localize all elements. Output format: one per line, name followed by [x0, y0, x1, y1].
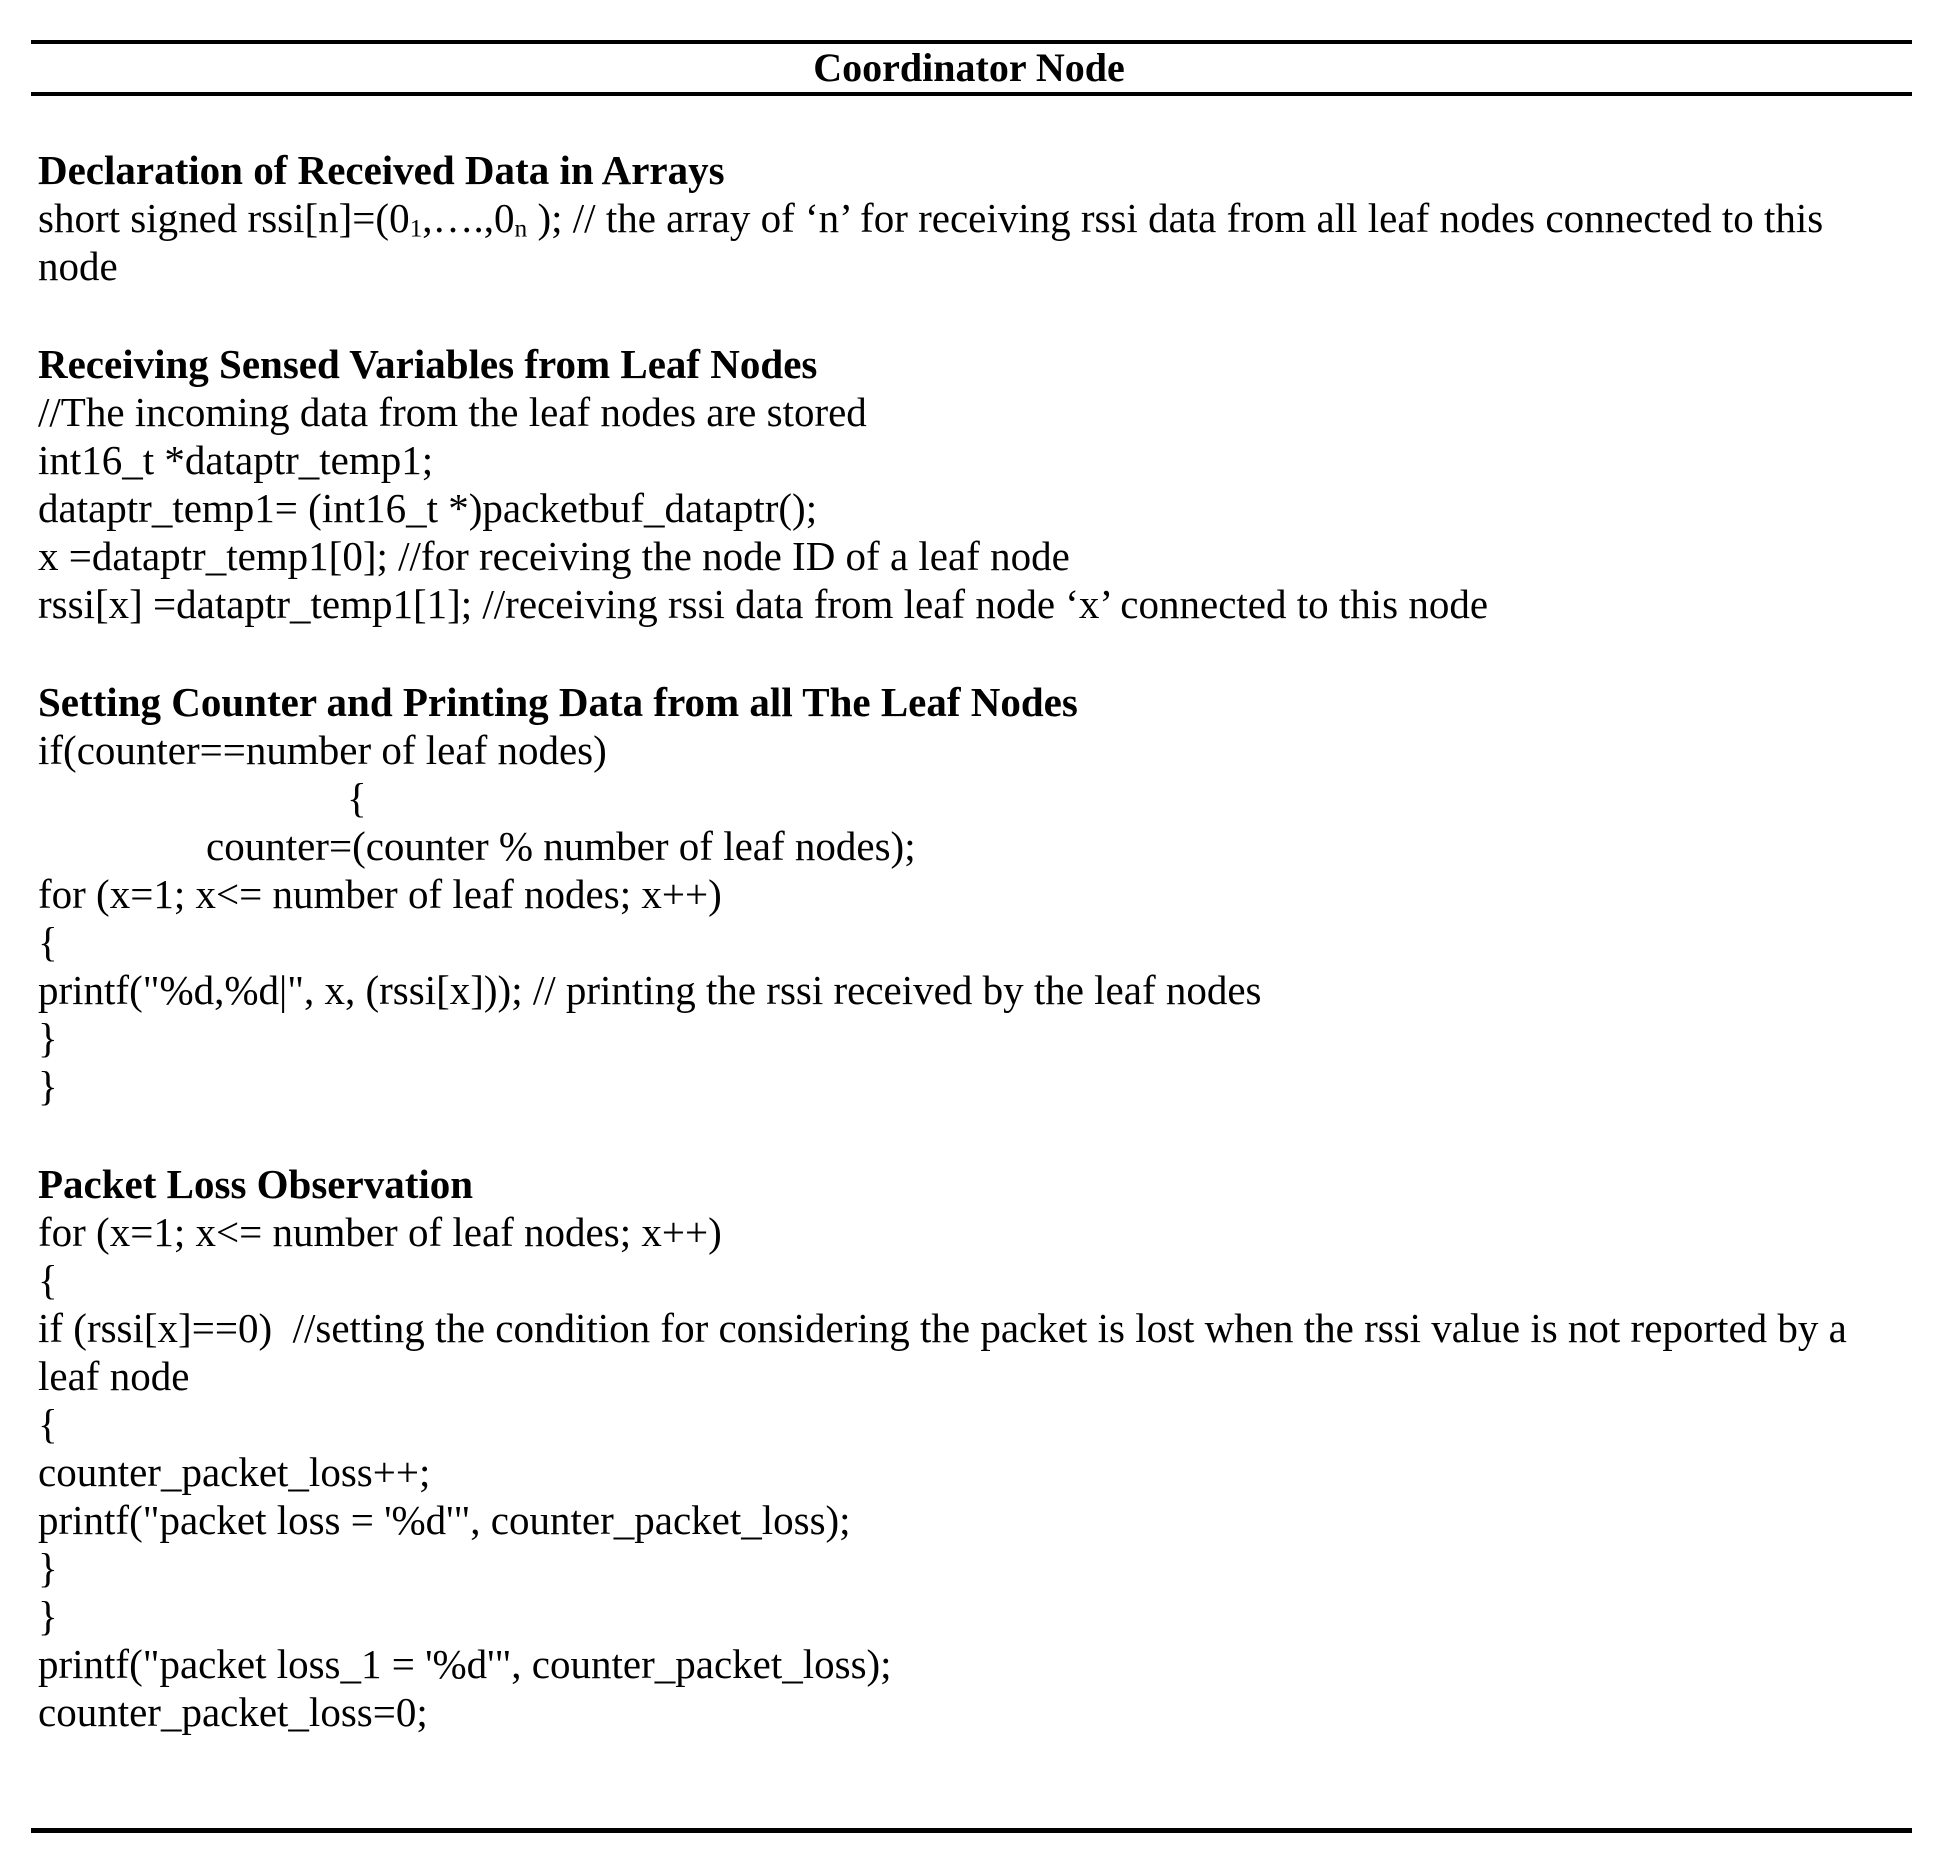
code-line: for (x=1; x<= number of leaf nodes; x++) [38, 1209, 722, 1255]
code-line: printf("%d,%d|", x, (rssi[x])); // printing the rssi received by the leaf nodes [38, 967, 1262, 1013]
code-line: dataptr_temp1= (int16_t *)packetbuf_dataptr(); [38, 485, 818, 531]
code-line: { [38, 1401, 58, 1447]
section-heading: Packet Loss Observation [38, 1161, 474, 1207]
code-line: } [38, 1545, 58, 1591]
code-line: if(counter==number of leaf nodes) [38, 727, 607, 773]
code-line: } [38, 1593, 58, 1639]
code-line: { [347, 775, 367, 821]
code-line: printf("packet loss = '%d'", counter_packet_loss); [38, 1497, 851, 1543]
code-line: } [38, 1063, 58, 1109]
subscript-text: 1 [409, 214, 423, 243]
code-line: } [38, 1015, 58, 1061]
code-line: int16_t *dataptr_temp1; [38, 437, 434, 483]
code-text: short signed rssi[n]=(0 [38, 195, 410, 241]
code-line: { [38, 1257, 58, 1303]
code-line [38, 194, 1912, 242]
code-line: counter_packet_loss=0; [38, 1689, 428, 1735]
section [38, 146, 1912, 290]
code-line: printf("packet loss_1 = '%d'", counter_packet_loss); [38, 1641, 892, 1687]
bottom-rule [31, 1828, 1912, 1833]
page [0, 40, 1938, 1736]
header-rule [31, 92, 1912, 96]
subscript-text: n [514, 214, 528, 243]
code-line: if (rssi[x]==0) //setting the condition for considering the packet is lost when the rssi value is not reported by a [38, 1305, 1847, 1351]
section [38, 340, 1912, 628]
section [38, 1160, 1912, 1736]
code-listing [38, 146, 1912, 1736]
section-heading: Declaration of Received Data in Arrays [38, 147, 725, 193]
code-line: //The incoming data from the leaf nodes are stored [38, 389, 867, 435]
code-line: x =dataptr_temp1[0]; //for receiving the node ID of a leaf node [38, 533, 1070, 579]
code-text: ,….,0 [422, 195, 515, 241]
code-text: ); // the array of ‘n’ for receiving rssi data from all leaf nodes connected to this [527, 195, 1824, 241]
code-line: for (x=1; x<= number of leaf nodes; x++) [38, 871, 722, 917]
section-heading: Receiving Sensed Variables from Leaf Nodes [38, 341, 818, 387]
code-line: counter_packet_loss++; [38, 1449, 431, 1495]
section [38, 678, 1912, 1110]
code-line: { [38, 919, 58, 965]
code-line: leaf node [38, 1353, 190, 1399]
code-line: rssi[x] =dataptr_temp1[1]; //receiving rssi data from leaf node ‘x’ connected to this node [38, 581, 1489, 627]
code-line: node [38, 243, 118, 289]
section-heading: Setting Counter and Printing Data from all The Leaf Nodes [38, 679, 1078, 725]
code-line: counter=(counter % number of leaf nodes); [206, 823, 916, 869]
page-title: Coordinator Node [813, 45, 1125, 90]
